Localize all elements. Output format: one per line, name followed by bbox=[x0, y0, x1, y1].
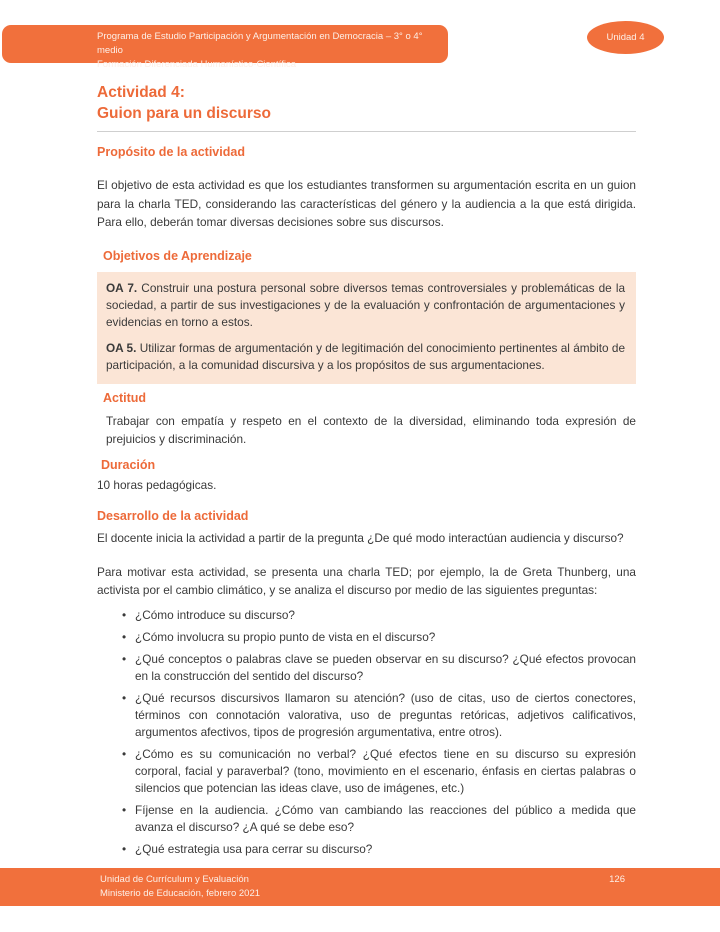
question-item bbox=[122, 841, 636, 858]
proposito-heading: Propósito de la actividad bbox=[97, 145, 245, 159]
question-text: ¿Cómo es su comunicación no verbal? ¿Qué efectos tiene en su discurso su expresión corporal, facial y paraverbal? (tono, movimiento en el escenario, énfasis en ciertas palabras o silencios que potencian las ideas clave, uso de imágenes, etc.) bbox=[135, 746, 636, 795]
title-divider bbox=[97, 131, 636, 132]
question-text: ¿Qué estrategia usa para cerrar su discurso? bbox=[135, 841, 373, 856]
footer-org-line1: Unidad de Currículum y Evaluación bbox=[100, 874, 249, 885]
section-desarrollo bbox=[97, 509, 636, 858]
objetivos-heading: Objetivos de Aprendizaje bbox=[103, 248, 252, 263]
oa-highlight-box bbox=[97, 272, 636, 384]
footer-org bbox=[100, 873, 260, 906]
desarrollo-intro-1: El docente inicia la actividad a partir de la pregunta ¿De qué modo interactúan audiencia y discurso? bbox=[97, 531, 624, 546]
actitud-heading: Actitud bbox=[103, 390, 147, 405]
unit-badge-label: Unidad 4 bbox=[606, 32, 645, 43]
oa-item-5 bbox=[106, 340, 625, 375]
desarrollo-intro-2: Para motivar esta actividad, se presenta una charla TED; por ejemplo, la de Greta Thunberg, una activista por el cambio climático, y se analiza el discurso por medio de las siguientes preguntas: bbox=[97, 564, 636, 598]
activity-title bbox=[97, 82, 636, 124]
question-text: Fíjense en la audiencia. ¿Cómo van cambiando las reacciones del público a medida que avanza el discurso? ¿A qué se debe eso? bbox=[135, 802, 636, 834]
question-item bbox=[122, 802, 636, 836]
question-item bbox=[122, 607, 636, 624]
section-actitud bbox=[97, 391, 636, 449]
unit-badge bbox=[587, 21, 664, 54]
proposito-body: El objetivo de esta actividad es que los estudiantes transformen su argumentación escrita en un guion para la charla TED, considerando las características del género y la audiencia a la que está dirigida. Para ello, deberán tomar diversas decisiones sobre sus discursos. bbox=[97, 178, 636, 229]
question-item bbox=[122, 651, 636, 685]
oa-item-7 bbox=[106, 280, 625, 332]
question-item bbox=[122, 746, 636, 797]
oa7-text: Construir una postura personal sobre diversos temas controversiales y problemáticas de la sociedad, a partir de sus investigaciones y de la evaluación y confrontación de argumentaciones y evidencias en torno a estos. bbox=[106, 280, 626, 330]
question-list bbox=[122, 607, 636, 858]
oa5-code: OA 5. bbox=[106, 340, 137, 355]
activity-title-line2: Guion para un discurso bbox=[97, 105, 271, 122]
header-bar bbox=[2, 25, 448, 70]
desarrollo-heading: Desarrollo de la actividad bbox=[97, 509, 249, 524]
page-content bbox=[97, 82, 636, 863]
oa5-text: Utilizar formas de argumentación y de legitimación del conocimiento pertinentes al ámbito de participación, a la comunidad discursiva y a los propósitos de sus argumentaciones. bbox=[106, 340, 626, 373]
section-objetivos bbox=[97, 249, 636, 384]
question-text: ¿Cómo introduce su discurso? bbox=[135, 607, 295, 622]
header-program-line1: Programa de Estudio Participación y Argumentación en Democracia – 3° o 4° medio bbox=[97, 31, 423, 56]
section-proposito bbox=[97, 145, 636, 232]
footer-org-line2: Ministerio de Educación, febrero 2021 bbox=[100, 888, 261, 899]
section-duracion bbox=[97, 458, 636, 495]
activity-title-line1: Actividad 4: bbox=[97, 84, 185, 101]
question-text: ¿Qué conceptos o palabras clave se pueden observar en su discurso? ¿Qué efectos provocan en la construcción del sentido del discurso? bbox=[135, 651, 636, 683]
oa7-code: OA 7. bbox=[106, 280, 138, 295]
question-text: ¿Qué recursos discursivos llamaron su atención? (uso de citas, uso de ciertos conectores, términos con connotación valorativa, uso de preguntas retóricas, adjetivos calificativos, argumentos afectivos, tipos de progresión argumentativa, entre otros). bbox=[135, 690, 636, 739]
footer-bar bbox=[0, 868, 720, 906]
question-item bbox=[122, 629, 636, 646]
page-number: 126 bbox=[609, 874, 625, 885]
duracion-heading: Duración bbox=[101, 457, 156, 472]
question-item bbox=[122, 690, 636, 741]
question-text: ¿Cómo involucra su propio punto de vista en el discurso? bbox=[135, 629, 436, 644]
duracion-body: 10 horas pedagógicas. bbox=[97, 477, 217, 492]
actitud-body: Trabajar con empatía y respeto en el contexto de la diversidad, eliminando toda expresión de prejuicios y discriminación. bbox=[106, 413, 636, 447]
header-program-line2: Formación Diferenciada Humanístico-Científica bbox=[97, 59, 297, 70]
